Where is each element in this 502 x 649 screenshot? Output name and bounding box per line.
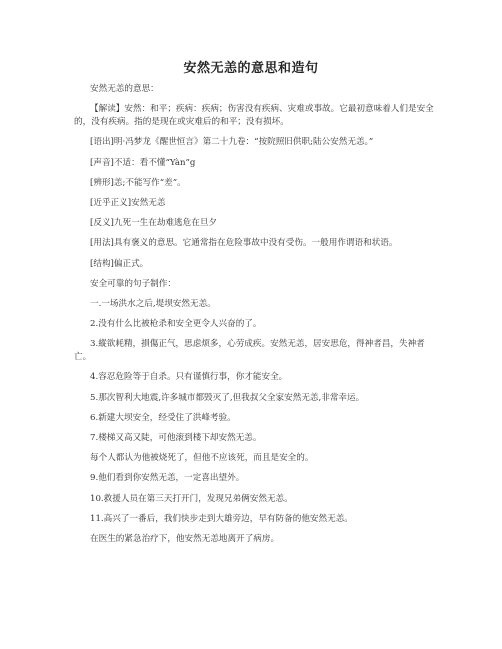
paragraph-form: [辨形]恙;不能写作“差”。 [90,177,186,188]
sentence-item-7: 7.楼梯又高又陡，可他滚到楼下却安然无恙。 [90,433,262,443]
paragraph-antonym: [反义]九死一生在劫难逃危在旦夕 [90,218,218,229]
paragraph-usage: [用法]具有褒义的意思。它通常指在危险事故中没有受伤。一般用作谓语和状语。 [90,238,398,249]
paragraph-pronunciation: [声音]不适：看不懂“Yàn”g [90,157,196,168]
paragraph-structure: [结构]偏正式。 [90,258,149,269]
sentence-item-11: 11.高兴了一番后，我们快步走到大雄旁边，早有防备的他安然无恙。 [90,513,353,524]
sentence-item-5: 5.那次智利大地震,许多城市都毁灭了,但我叔父全家安然无恙,非常幸运。 [90,392,365,403]
sentence-item-2: 2.没有什么比被枪杀和安全更令人兴奋的了。 [90,319,262,330]
sentence-item-10: 10.救援人员在第三天打开门，发现兄弟俩安然无恙。 [90,493,293,504]
sentence-item-6: 6.新建大坝安全，经受住了洪峰考验。 [90,412,236,423]
sentence-item-1: 一.一场洪水之后,堤坝安然无恙。 [90,298,216,309]
paragraph-heading-meaning: 安然无恙的意思： [90,84,159,94]
sentence-item-3: 3.縱欲耗精，損傷正气，思虑烦多，心劳成疾。安然无恙，居安思危，得神者昌，失神者亡。 [74,339,425,363]
sentence-item-12: 在医生的紧急治疗下，他安然无恙地离开了病房。 [90,533,280,544]
paragraph-heading-sentences: 安全可靠的句子制作： [90,278,176,289]
paragraph-interpretation: 【解读】安然：和平；疾病：疾病；伤害没有疾病、灾难或事故。它最初意味着人们是安全的，没有疾病。指的是现在或灾难后的和平；没有损坏。 [74,104,434,128]
document-body [74,83,439,553]
sentence-item-4: 4.容忍危险等于自杀。只有谨慎行事，你才能安全。 [90,372,288,383]
paragraph-synonym: [近乎正义]安然无恙 [90,197,166,208]
sentence-item-8: 每个人都认为他被烧死了，但他不应该死，而且是安全的。 [90,453,314,464]
document-title: 安然无恙的意思和造句 [183,61,319,76]
sentence-item-9: 9.他们看到你安然无恙，一定喜出望外。 [90,473,245,484]
paragraph-source: [语出]明·冯梦龙《醒世恒言》第二十九卷：“按院照旧供职;陆公安然无恙。” [90,137,374,148]
